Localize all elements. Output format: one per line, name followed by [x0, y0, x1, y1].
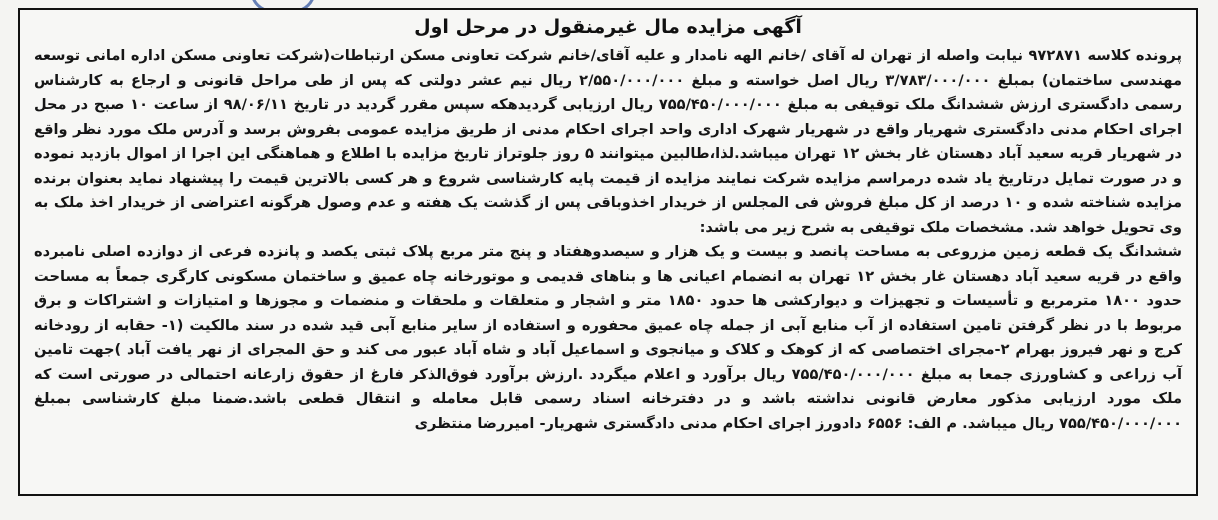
notice-frame	[18, 8, 1198, 496]
notice-title: آگهی مزایده مال غیرمنقول در مرحل اول	[414, 16, 802, 38]
notice-paragraph-case-details: پرونده کلاسه ۹۷۲۸۷۱ نیابت واصله از تهران له آقای /خانم الهه نامدار و علیه آقای/خانم شرکت تعاونی مسکن ارتباطات(شرکت تعاونی مسکن اداره امانی توسعه مهندسی ساختمان) بمبلغ ۳/۷۸۳/۰۰۰/۰۰۰ ریال اصل خواسته و مبلغ ۲/۵۵۰/۰۰۰/۰۰۰ ریال نیم عشر دولتی که پس از طی مراحل قانونی و ارجاع به کارشناس رسمی دادگستری ارزش ششدانگ ملک توقیفی به مبلغ ۷۵۵/۴۵۰/۰۰۰/۰۰۰ ریال ارزیابی گردیدهکه سپس مقرر گردید در تاریخ ۹۸/۰۶/۱۱ از ساعت ۱۰ صبح در محل اجرای احکام مدنی دادگستری شهریار واقع در شهریار شهرک اداری واحد اجرای احکام مدنی از طریق مزایده عمومی بفروش برسد و آدرس ملک مورد نظر واقع در شهریار قریه سعید آباد دهستان غار بخش ۱۲ تهران میباشد.لذا،طالبین میتوانند ۵ روز جلوتراز تاریخ مزایده با اطلاع و هماهنگی این اجرا از اموال بازدید نموده و در صورت تمایل درتاریخ یاد شده درمراسم مزایده شرکت نمایند مزایده از قیمت پایه کارشناسی شروع و هر کسی بالاترین قیمت را پیشنهاد نماید بعنوان برنده مزایده شناخته شده و ۱۰ درصد از کل مبلغ فروش فی المجلس از خریدار اخذوباقی پس از گذشت یک هفته و عدم وصول هرگونه اعتراضی از خریدار اخذ ملک به وی تحویل خواهد شد. مشخصات ملک توقیفی به شرح زیر می باشد:	[34, 47, 1182, 236]
notice-body	[34, 44, 1182, 436]
notice-paragraph-property-details: ششدانگ یک قطعه زمین مزروعی به مساحت پانصد و بیست و یک هزار و سیصدوهفتاد و پنج متر مربع پلاک ثبتی یکصد و پانزده فرعی از دوازده اصلی نامبرده واقع در قریه سعید آباد دهستان غار بخش ۱۲ تهران به انضمام اعیانی ها و بناهای قدیمی و موتورخانه چاه عمیق و ساختمان مسکونی کارگری جمعاً به مساحت حدود ۱۸۰۰ مترمربع و تأسیسات و تجهیزات و دیوارکشی ها حدود ۱۸۵۰ متر و اشجار و متعلقات و ملحقات و منضمات و مجوزها و امتیازات و اشتراکات و برق مربوط با در نظر گرفتن تامین استفاده از آب منابع آبی از جمله چاه عمیق محفوره و استفاده از سایر منابع آبی قید شده در سند مالکیت (۱- حقابه از رودخانه کرج و نهر فیروز بهرام ۲-مجرای اختصاصی که از کوهک و کلاک و میانجوی و اسماعیل آباد و شاه آباد عبور می کند و حق المجرای از نهر یافت آباد )جهت تامین آب زراعی و کشاورزی جمعا به مبلغ ۷۵۵/۴۵۰/۰۰۰/۰۰۰ ریال برآورد و اعلام میگردد .ارزش برآورد فوق‌الذکر فارغ از حقوق زارعانه احتمالی در صورتی است که ملک مورد ارزیابی مذکور معارض قانونی نداشته باشد و در دفترخانه اسناد رسمی قابل معامله و انتقال قطعی باشد.ضمنا مبلغ کارشناسی بمبلغ ۷۵۵/۴۵۰/۰۰۰/۰۰۰ ریال میباشد. م الف: ۶۵۵۶ دادورز اجرای احکام مدنی دادگستری شهریار- امیررضا منتظری	[34, 243, 1183, 432]
